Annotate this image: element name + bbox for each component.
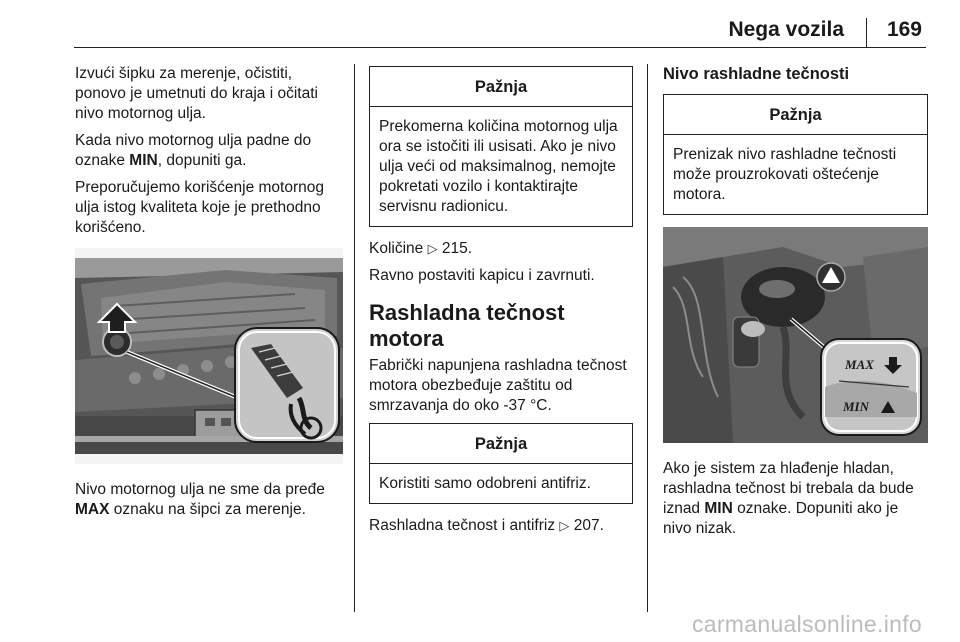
coolant-reference: Rashladna tečnost i antifriz ▷ 207. xyxy=(369,517,604,534)
max-mark-label: MAX xyxy=(845,357,874,372)
section-title: Nega vozila xyxy=(728,18,844,41)
paragraph: Nivo motornog ulja ne sme da pređe MAX oznaku na šipci za merenje. xyxy=(75,481,325,518)
caution-text: Koristiti samo odobreni antifriz. xyxy=(379,475,591,492)
column-1 xyxy=(75,64,343,527)
reference-arrow-icon: ▷ xyxy=(427,241,438,256)
caution-title: Pažnja xyxy=(370,424,632,464)
paragraph: Ravno postaviti kapicu i zavrnuti. xyxy=(369,267,595,284)
caution-box xyxy=(369,66,633,227)
coolant-reservoir-figure xyxy=(663,227,928,443)
column-divider xyxy=(647,64,648,612)
watermark: carmanualsonline.info xyxy=(691,611,922,637)
paragraph: Izvući šipku za merenje, očistiti, ponovo je umetnuti do kraja i očitati nivo motornog ulja. xyxy=(75,65,318,122)
column-3 xyxy=(663,64,928,546)
caution-title: Pažnja xyxy=(664,95,927,135)
page-number: 169 xyxy=(886,18,922,41)
page-header xyxy=(0,0,960,52)
caution-text: Prenizak nivo rashladne tečnosti može prouzrokovati oštećenje motora. xyxy=(673,146,897,203)
paragraph: Kada nivo motornog ulja padne do oznake MIN, dopuniti ga. xyxy=(75,132,312,169)
reference-arrow-icon: ▷ xyxy=(559,518,570,533)
header-divider xyxy=(866,18,867,48)
paragraph: Ako je sistem za hlađenje hladan, rashladna tečnost bi trebala da bude iznad MIN oznake. Dopuniti ako je nivo nizak. xyxy=(663,460,914,537)
column-divider xyxy=(354,64,355,612)
caution-title: Pažnja xyxy=(370,67,632,107)
header-rule xyxy=(74,47,926,48)
quantities-reference: Količine ▷ 215. xyxy=(369,240,473,257)
section-heading: Rashladna tečnost motora xyxy=(369,300,565,351)
min-mark-label: MIN xyxy=(843,399,870,414)
subsection-heading: Nivo rashladne tečnosti xyxy=(663,65,850,83)
column-2 xyxy=(369,64,633,543)
engine-oil-dipstick-figure xyxy=(75,248,343,464)
caution-box xyxy=(369,423,633,504)
paragraph: Preporučujemo korišćenje motornog ulja istog kvaliteta koje je prethodno korišćeno. xyxy=(75,179,324,236)
caution-text: Prekomerna količina motornog ulja ora se istočiti ili usisati. Ako je nivo ulja veći od maksimalnog, nemojte pokretati vozilo i kontaktirajte servisnu radionicu. xyxy=(379,118,618,215)
caution-box xyxy=(663,94,928,215)
paragraph: Fabrički napunjena rashladna tečnost motora obezbeđuje zaštitu od smrzavanja do oko -37 °C. xyxy=(369,357,627,414)
